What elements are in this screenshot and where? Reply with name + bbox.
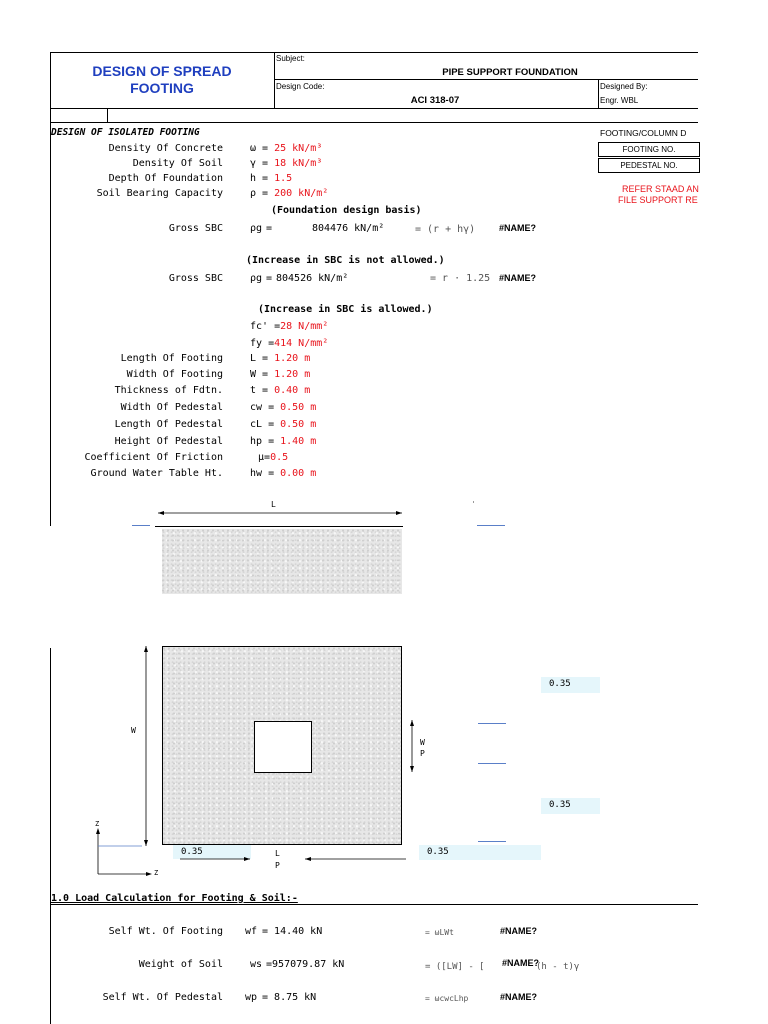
- axis-icon: [90, 826, 160, 878]
- gross-sbc-error: #NAME?: [499, 223, 537, 233]
- dim-cell-035: 0.35: [541, 798, 600, 814]
- dim-cell-035: 0.35: [541, 677, 600, 693]
- param-value: 25 kN/m³: [274, 143, 323, 154]
- load-value: = 14.40 kN: [262, 926, 323, 937]
- gross-sbc-label: Gross SBC: [168, 273, 223, 284]
- plan-dimension-W: [140, 644, 152, 848]
- param-symbol: ρ = 200 kN/m²: [250, 188, 329, 199]
- ground-line: [155, 526, 403, 527]
- report-title-line2: FOOTING: [130, 80, 194, 96]
- material-row: fc' =28 N/mm²: [250, 321, 329, 332]
- gross-sbc-label: Gross SBC: [168, 223, 223, 234]
- load-formula-tail: (h - t)γ: [536, 962, 580, 972]
- load-label: Weight of Soil: [138, 959, 223, 970]
- load-error: #NAME?: [500, 992, 538, 1002]
- param-symbol: γ = 18 kN/m³: [250, 158, 323, 169]
- plan-dimension-WP: [406, 718, 418, 774]
- param-label: Soil Bearing Capacity: [96, 188, 223, 199]
- section-dimension-L: [155, 505, 405, 523]
- design-code-value: ACI 318-07: [410, 95, 460, 106]
- param-label: Depth Of Foundation: [108, 173, 223, 184]
- note-not-allowed: (Increase in SBC is not allowed.): [246, 255, 445, 266]
- gross-sbc-formula: = (r + hγ): [415, 224, 476, 235]
- dim-cell-035: 0.35: [173, 845, 251, 859]
- material-value: 28 N/mm²: [280, 321, 329, 332]
- gross-sbc-value: 804526 kN/m²: [276, 273, 349, 284]
- gross-sbc-symbol: ρg: [250, 273, 263, 284]
- load-formula: = ([LW] - [: [425, 962, 485, 972]
- plan-dimension-LP: [180, 853, 408, 867]
- gross-sbc-symbol: ρg: [250, 223, 263, 234]
- dim-cell-035: 0.35: [419, 845, 541, 860]
- load-label: Self Wt. Of Footing: [108, 926, 223, 937]
- param-value: 200 kN/m²: [274, 188, 329, 199]
- pedestal-plan: [254, 721, 312, 773]
- material-row: fy =414 N/mm²: [250, 338, 329, 349]
- param-value: 1.40 m: [280, 436, 317, 447]
- param-symbol: hp = 1.40 m: [250, 436, 317, 447]
- load-label: Self Wt. Of Pedestal: [102, 992, 223, 1003]
- param-value: 0.5: [270, 452, 289, 463]
- load-formula: = ωLWt: [425, 928, 454, 937]
- param-value: 0.40 m: [274, 385, 311, 396]
- refer-note-line2: FILE SUPPORT RE: [618, 195, 698, 205]
- param-symbol: h = 1.5: [250, 173, 293, 184]
- plan-L-label: L: [275, 849, 280, 858]
- param-label: Width Of Pedestal: [120, 402, 223, 413]
- load-section-title: 1.0 Load Calculation for Footing & Soil:-: [51, 893, 298, 904]
- param-value: 1.20 m: [274, 353, 311, 364]
- load-symbol: wf: [245, 926, 258, 937]
- param-value: 0.00 m: [280, 468, 317, 479]
- plan-P-label: P: [275, 861, 280, 870]
- param-label: Density Of Soil: [132, 158, 223, 169]
- axis-z-label: Z: [95, 820, 100, 828]
- refer-note-line1: REFER STAAD AN: [622, 184, 699, 194]
- section-title: DESIGN OF ISOLATED FOOTING: [51, 127, 200, 138]
- gross-sbc-formula: = r · 1.25: [430, 273, 491, 284]
- designed-by-value: Engr. WBL: [600, 96, 639, 105]
- param-symbol: cw = 0.50 m: [250, 402, 317, 413]
- param-label: Density Of Concrete: [108, 143, 223, 154]
- material-value: 414 N/mm²: [274, 338, 329, 349]
- plan-WP-W: W: [420, 738, 425, 747]
- load-value: = 8.75 kN: [262, 992, 317, 1003]
- designed-by-label: Designed By:: [600, 82, 648, 91]
- param-symbol: ω = 25 kN/m³: [250, 143, 323, 154]
- param-label: Thickness of Fdtn.: [114, 385, 223, 396]
- param-value: 1.5: [274, 173, 293, 184]
- param-label: Length Of Footing: [120, 353, 223, 364]
- subject-label: Subject:: [276, 54, 305, 63]
- report-title-line1: DESIGN OF SPREAD: [92, 63, 232, 79]
- gross-sbc-error: #NAME?: [499, 273, 537, 283]
- load-symbol: wp: [245, 992, 258, 1003]
- param-value: 18 kN/m³: [274, 158, 323, 169]
- param-value: 1.20 m: [274, 369, 311, 380]
- footing-column-heading: FOOTING/COLUMN D: [600, 128, 687, 138]
- load-error: #NAME?: [500, 926, 538, 936]
- footing-section: [162, 529, 402, 594]
- section-L-label: L: [271, 500, 276, 509]
- param-symbol: W = 1.20 m: [250, 369, 311, 380]
- param-symbol: L = 1.20 m: [250, 353, 311, 364]
- param-label: Length Of Pedestal: [114, 419, 223, 430]
- load-value: =957079.87 kN: [266, 959, 345, 970]
- param-symbol: μ=0.5: [258, 452, 289, 463]
- subject-value: PIPE SUPPORT FOUNDATION: [442, 67, 578, 78]
- param-symbol: cL = 0.50 m: [250, 419, 317, 430]
- load-symbol: ws: [250, 959, 263, 970]
- param-label: Coefficient Of Friction: [84, 452, 223, 463]
- param-value: 0.50 m: [280, 419, 317, 430]
- basis-note: (Foundation design basis): [271, 205, 422, 216]
- plan-W-label: W: [131, 726, 136, 735]
- axis-x-label: Z: [154, 869, 159, 877]
- param-symbol: hw = 0.00 m: [250, 468, 317, 479]
- param-value: 0.50 m: [280, 402, 317, 413]
- param-symbol: t = 0.40 m: [250, 385, 311, 396]
- design-code-label: Design Code:: [276, 82, 325, 91]
- pedestal-no-cell: PEDESTAL NO.: [598, 158, 700, 173]
- param-label: Height Of Pedestal: [114, 436, 223, 447]
- load-formula: = ωcwcLhp: [425, 994, 469, 1003]
- note-allowed: (Increase in SBC is allowed.): [258, 304, 433, 315]
- param-label: Width Of Footing: [126, 369, 223, 380]
- param-label: Ground Water Table Ht.: [90, 468, 223, 479]
- load-error: #NAME?: [502, 958, 540, 968]
- plan-WP-P: P: [420, 749, 425, 758]
- footing-no-cell: FOOTING NO.: [598, 142, 700, 157]
- gross-sbc-value: 804476 kN/m²: [312, 223, 385, 234]
